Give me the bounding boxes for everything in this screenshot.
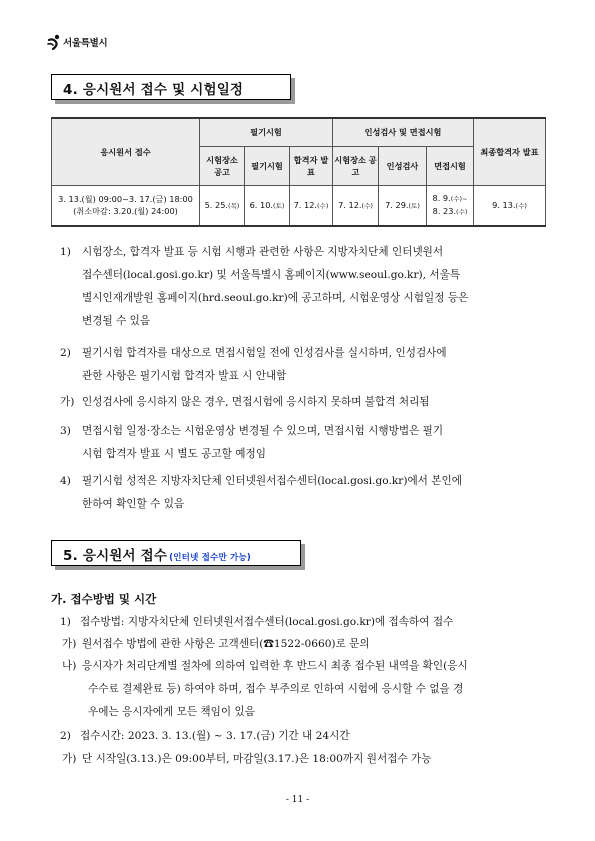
sub-pass-announce: 합격자 발표 (290, 146, 333, 185)
day-text: (토) (273, 201, 285, 210)
item-line: 우에는 응시자에게 모든 책임이 있음 (88, 706, 255, 718)
item-2 (60, 725, 550, 749)
item-line: 단 시작일(3.13.)은 09:00부터, 마감일(3.17.)은 18:00까지 원서접수 가능 (82, 753, 432, 765)
day-text: (토) (408, 201, 420, 210)
sub-written-exam: 필기시험 (245, 146, 290, 185)
item-line: 접수방법: 지방자치단체 인터넷원서접수센터(local.gosi.go.kr)에 접속하여 접수 (80, 616, 454, 628)
date-text: 7. 12. (293, 199, 318, 210)
item-line: 수수료 결제완료 등) 하여야 하며, 접수 부주의로 인하여 시험에 응시할 수 없을 경 (88, 683, 464, 695)
note-line: 필기시험 합격자를 대상으로 면접시험일 전에 인성검사를 실시하며, 인성검사에 (82, 347, 447, 359)
item-label: 나) (62, 660, 77, 672)
item-line: 응시자가 처리단계별 절차에 의하여 입력한 후 반드시 최종 접수된 내역을 확인(응시 (82, 660, 468, 672)
item-label: 가) (62, 638, 77, 650)
org-name: 서울특별시 (63, 38, 108, 49)
item-line: 원서접수 방법에 관한 사항은 고객센터(☎1522-0660)로 문의 (82, 638, 370, 650)
item-1-a (62, 633, 552, 657)
date-text: 9. 13. (492, 199, 516, 210)
note-line: 관한 사항은 필기시험 합격자 발표 시 안내함 (82, 370, 287, 382)
date-text: 6. 10. (249, 199, 274, 210)
note-2 (60, 342, 550, 392)
note-line: 변경될 수 있음 (82, 315, 151, 327)
day-text: (수) (361, 201, 373, 210)
note-label: 가) (60, 396, 75, 408)
cell-receipt (52, 185, 200, 226)
section-5-title-text: 5. 응시원서 접수 (63, 548, 168, 564)
section-4-title: 4. 응시원서 접수 및 시험일정 (63, 82, 244, 98)
sub-venue-1: 시험장소 공고 (200, 146, 245, 185)
day-text: (수)~ (450, 195, 468, 203)
item-1 (60, 611, 550, 635)
note-3 (60, 420, 550, 470)
col-final: 최종합격자 발표 (474, 118, 546, 185)
note-line: 면접시험 일정·장소는 시험운영상 변경될 수 있으며, 면접시험 시행방법은 필기 (82, 425, 444, 437)
group-written: 필기시험 (200, 118, 333, 146)
day-text: (수) (515, 201, 527, 210)
note-label: 2) (60, 347, 71, 359)
day-text: (수) (317, 201, 329, 210)
note-line: 시험 합격자 발표 시 별도 공고할 예정임 (82, 448, 266, 460)
date-text: 5. 25. (204, 199, 229, 210)
schedule-table (51, 117, 546, 227)
seoul-logo (47, 34, 107, 50)
date-text: 8. 23. (432, 206, 457, 216)
day-text: (수) (456, 208, 468, 216)
item-1-b (62, 655, 552, 725)
day-text: (목) (228, 201, 240, 210)
group-interview: 인성검사 및 면접시험 (333, 118, 474, 146)
cell-interview (427, 185, 474, 226)
date-text: 7. 29. (385, 199, 409, 210)
date-text: 7. 12. (338, 199, 362, 210)
sub-personality: 인성검사 (379, 146, 427, 185)
cell-written (245, 185, 290, 226)
seoul-logo-icon (47, 34, 61, 50)
page-number: - 11 - (285, 795, 310, 805)
item-label: 가) (62, 753, 77, 765)
item-label: 1) (60, 616, 71, 628)
cell-pass (290, 185, 333, 226)
date-text: 8. 9. (432, 193, 451, 203)
receipt-cancel-deadline: (취소마감: 3.20.(월) 24:00) (73, 206, 178, 216)
item-2-a (62, 748, 552, 772)
cell-personality (379, 185, 427, 226)
item-line: 접수시간: 2023. 3. 13.(월) ~ 3. 17.(금) 기간 내 24시간 (80, 730, 350, 742)
note-1 (60, 241, 550, 341)
subsection-title: 가. 접수방법 및 시간 (51, 592, 157, 606)
section-5-subtitle: (인터넷 접수만 가능) (169, 553, 251, 563)
section-5-title (63, 544, 251, 564)
sub-venue-2: 시험장소 공고 (333, 146, 379, 185)
cell-venue-1 (200, 185, 245, 226)
sub-interview: 면접시험 (427, 146, 474, 185)
table-row (52, 185, 546, 226)
note-label: 3) (60, 425, 71, 437)
note-line: 시험장소, 합격자 발표 등 시험 시행과 관련한 사항은 지방자치단체 인터넷원서 (82, 246, 444, 258)
receipt-period: 3. 13.(월) 09:00~3. 17.(금) 18:00 (58, 194, 193, 204)
note-line: 필기시험 성적은 지방자치단체 인터넷원서접수센터(local.gosi.go.kr)에서 본인에 (82, 475, 462, 487)
cell-venue-2 (333, 185, 379, 226)
note-line: 인성검사에 응시하지 않은 경우, 면접시험에 응시하지 못하며 불합격 처리됨 (82, 396, 430, 408)
note-line: 한하여 확인할 수 있음 (82, 498, 185, 510)
section-4-heading (51, 74, 291, 100)
item-label: 2) (60, 730, 71, 742)
col-receipt: 응시원서 접수 (52, 118, 200, 185)
note-4 (60, 470, 550, 520)
note-line: 접수센터(local.gosi.go.kr) 및 서울특별시 홈페이지(www.seoul.go.kr), 서울특 (82, 269, 461, 281)
section-5-heading (51, 540, 301, 566)
note-line: 별시인재개발원 홈페이지(hrd.seoul.go.kr)에 공고하며, 시험운영상 시험일정 등은 (82, 292, 469, 304)
note-label: 1) (60, 246, 71, 258)
cell-final (474, 185, 546, 226)
note-2-a (60, 391, 550, 415)
note-label: 4) (60, 475, 71, 487)
